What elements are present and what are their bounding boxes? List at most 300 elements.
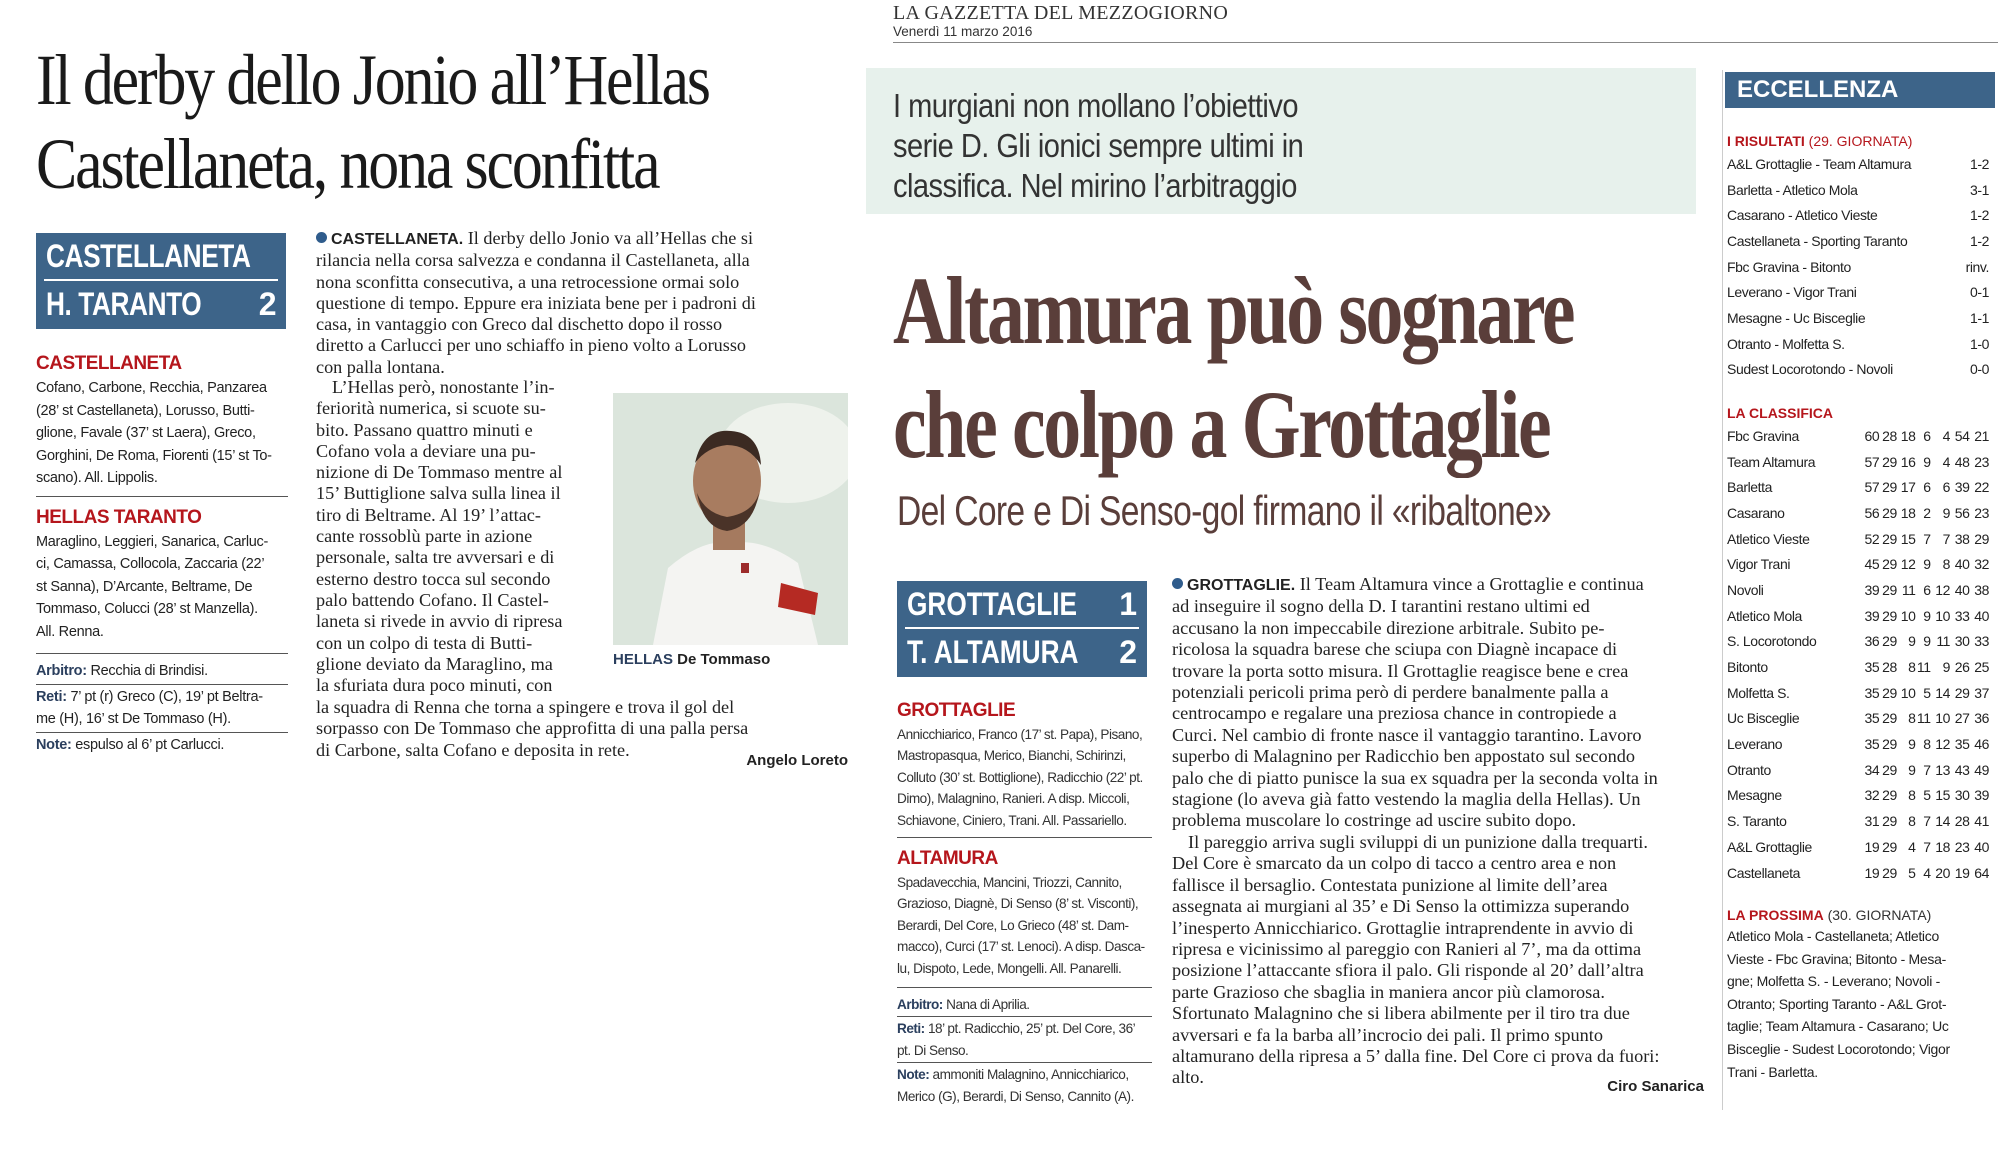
score-goals: 1 — [1119, 585, 1137, 622]
title-line1: Altamura può sognare — [893, 257, 1574, 364]
score-row — [36, 233, 313, 279]
standings-n: 7 — [1923, 530, 1931, 547]
standings-p: 9 — [1942, 659, 1951, 676]
standings-team: Team Altamura — [1727, 453, 1816, 470]
lineup-line: Dimo), Malagnino, Ranieri. A disp. Miccoli, — [897, 791, 1130, 807]
standings-v: 8 — [1908, 813, 1916, 830]
standings-g: 29 — [1882, 504, 1897, 521]
result-row — [1727, 228, 1989, 254]
lineup-line: glione, Favale (37’ st Laera), Greco, — [36, 425, 256, 441]
standings-f: 33 — [1954, 607, 1970, 624]
standings-f: 28 — [1954, 813, 1970, 830]
standings-v: 11 — [1901, 581, 1916, 598]
standings-pt: 57 — [1864, 479, 1880, 496]
result-score: 1-2 — [1969, 232, 1989, 249]
score-row — [36, 281, 286, 327]
standings-v: 17 — [1900, 479, 1916, 496]
text-line: alto. — [1172, 1067, 1204, 1088]
standings-g: 29 — [1882, 838, 1897, 855]
standings-f: 27 — [1954, 710, 1970, 727]
left-scorebox — [36, 233, 313, 329]
text-line: palo battendo Cofano. Il Castel- — [316, 589, 549, 610]
standings-g: 28 — [1882, 659, 1897, 676]
text-line: di Carbone, salta Cofano e deposita in rete. — [316, 739, 630, 760]
standings-pt: 57 — [1864, 453, 1880, 470]
team-heading: HELLAS TARANTO — [36, 506, 202, 528]
right-article-subtitle: Del Core e Di Senso-gol firmano il «ribaltone» — [897, 487, 1552, 534]
result-match: Mesagne - Uc Bisceglie — [1727, 309, 1866, 326]
standings-s: 29 — [1974, 530, 1989, 547]
fixture-line: Otranto; Sporting Taranto - A&L Grot- — [1727, 995, 1947, 1012]
standings-row — [1727, 423, 1989, 449]
standings-s: 39 — [1974, 787, 1989, 804]
standings-n: 9 — [1923, 607, 1931, 624]
goals-value-cont: pt. Di Senso. — [897, 1042, 969, 1058]
lineup-line: Grazioso, Diagnè, Di Senso (8’ st. Visconti), — [897, 896, 1139, 912]
standings-g: 29 — [1882, 556, 1897, 573]
result-score: 3-1 — [1969, 181, 1989, 198]
result-row — [1727, 202, 1989, 228]
standings-v: 5 — [1908, 864, 1916, 881]
text-line: avversari e fa la barba all’incrocio dei pali. Il primo spunto — [1172, 1024, 1603, 1045]
divider — [36, 684, 288, 685]
standings-f: 19 — [1954, 864, 1970, 881]
standings-s: 49 — [1974, 761, 1989, 778]
standings-row — [1727, 603, 1989, 629]
standings-n: 5 — [1923, 787, 1931, 804]
text-line: problema muscolare lo costringe ad uscire subito dopo. — [1172, 810, 1577, 831]
kicker-line: classifica. Nel mirino l’arbitraggio — [893, 167, 1297, 204]
standings-p: 13 — [1935, 761, 1951, 778]
team-heading: GROTTAGLIE — [897, 700, 1016, 721]
result-score: 1-1 — [1969, 309, 1989, 326]
goals-value: 7’ pt (r) Greco (C), 19’ pt Beltra- — [66, 688, 263, 705]
standings-g: 29 — [1882, 684, 1897, 701]
team-heading: CASTELLANETA — [36, 353, 182, 374]
standings-team: Bitonto — [1727, 659, 1768, 676]
newspaper-masthead: LA GAZZETTA DEL MEZZOGIORNO — [893, 2, 1229, 24]
standings-g: 29 — [1882, 813, 1897, 830]
standings-g: 29 — [1882, 453, 1897, 470]
standings-pt: 60 — [1864, 427, 1880, 444]
standings-n: 6 — [1923, 479, 1931, 496]
standings-p: 7 — [1942, 530, 1951, 547]
results-matchday: (29. GIORNATA) — [1804, 133, 1913, 149]
standings-v: 9 — [1908, 761, 1916, 778]
score-team: GROTTAGLIE — [907, 585, 1078, 622]
standings-s: 21 — [1974, 427, 1989, 444]
left-article-title — [36, 38, 715, 206]
text-line: la squadra di Renna che torna a spingere e trova il gol del — [316, 697, 735, 717]
score-goals: 1 — [295, 237, 313, 274]
standings-pt: 19 — [1864, 864, 1880, 881]
result-match: Sudest Locorotondo - Novoli — [1727, 361, 1893, 378]
notes-value: ammoniti Malagnino, Annicchiarico, — [929, 1067, 1129, 1083]
lineup-line: All. Renna. — [36, 623, 104, 640]
standings-team: Castellaneta — [1727, 864, 1801, 881]
standings-g: 29 — [1882, 607, 1897, 624]
notes-label: Note: — [897, 1067, 930, 1083]
text-line: laneta si rivede in avvio di ripresa — [316, 611, 563, 632]
text-line: l’inesperto Annicchiarico. Grottaglie intraprendente in avvio di — [1172, 917, 1634, 938]
standings-s: 33 — [1974, 633, 1989, 650]
score-row — [897, 629, 1147, 675]
result-row — [1727, 305, 1989, 331]
standings-p: 12 — [1935, 736, 1951, 753]
text-line: rilancia nella corsa salvezza e condanna il Castellaneta, alla — [316, 250, 750, 271]
lineup-line: scano). All. Lippolis. — [36, 470, 158, 486]
notes-value-cont: Merico (G), Berardi, Di Senso, Cannito (A). — [897, 1088, 1134, 1104]
dateline: CASTELLANETA. — [331, 231, 464, 248]
text-line: nona sconfitta consecutiva, a una retrocessione ormai solo — [316, 271, 740, 292]
right-article-title — [893, 254, 1573, 482]
standings-s: 41 — [1974, 813, 1989, 830]
standings-team: Uc Bisceglie — [1727, 710, 1800, 727]
standings-table — [1727, 423, 1989, 885]
standings-s: 36 — [1974, 710, 1989, 727]
text-line: potenziali pericoli prima però di perdere banalmente palla a — [1172, 682, 1609, 703]
text-line: casa, in vantaggio con Greco dal dischetto dopo il rosso — [316, 314, 723, 335]
standings-row — [1727, 577, 1989, 603]
next-fixtures — [1727, 925, 1989, 1083]
team-lineup — [36, 377, 288, 490]
text-line: ricolosa la squadra barese che sciupa con Diagnè incapace di — [1172, 639, 1618, 660]
notes-line — [897, 1064, 1152, 1085]
text-line: palo che di piatto punisce la sua ex squadra per la seconda volta in — [1172, 767, 1658, 788]
standings-team: Novoli — [1727, 581, 1764, 598]
fixture-line: gne; Molfetta S. - Leverano; Novoli - — [1727, 973, 1941, 990]
referee-line — [897, 994, 1152, 1015]
standings-f: 43 — [1954, 761, 1970, 778]
score-goals: 2 — [1119, 633, 1137, 670]
goals-label: Reti: — [897, 1021, 925, 1037]
text-line: altamurano della ripresa a 5’ dalla fine. Del Core ci prova da fuori: — [1172, 1045, 1660, 1066]
divider — [36, 496, 288, 497]
goals-value-cont: me (H), 16’ st De Tommaso (H). — [36, 711, 231, 727]
match-info — [897, 994, 1152, 1107]
standings-team: Otranto — [1727, 761, 1771, 778]
text-line: cante rossoblù parte in azione — [316, 526, 533, 547]
standings-team: Barletta — [1727, 479, 1773, 496]
standings-p: 10 — [1935, 607, 1951, 624]
standings-v: 10 — [1900, 684, 1916, 701]
text-line: trovare la porta sotto misura. Il Grottaglie reagisce bene e crea — [1172, 660, 1629, 681]
text-line: glione deviato da Maraglino, ma — [316, 653, 553, 674]
result-score: 1-0 — [1969, 335, 1989, 352]
text-line: fallisce il bersaglio. Contestata punizione al limite dell’area — [1172, 874, 1608, 895]
standings-f: 38 — [1954, 530, 1970, 547]
lineup-line: Cofano, Carbone, Recchia, Panzarea — [36, 380, 267, 396]
left-title-line2: Castellaneta, nona sconfitta — [36, 124, 659, 204]
result-row — [1727, 357, 1989, 383]
text-line: questione di tempo. Eppure era iniziata bene per i padroni di — [316, 292, 756, 313]
text-line: la sfuriata dura poco minuti, con — [316, 675, 553, 696]
next-label: LA PROSSIMA — [1727, 907, 1824, 923]
result-match: Leverano - Vigor Trani — [1727, 284, 1857, 301]
lineup-line: ci, Camassa, Collocola, Zaccaria (22’ — [36, 556, 265, 572]
standings-row — [1727, 834, 1989, 860]
team-lineup — [897, 724, 1152, 831]
standings-n: 5 — [1923, 684, 1931, 701]
photo-caption — [613, 651, 848, 668]
text-line: ripresa e vicinissimo al pareggio con Ranieri al 7’, ma da ottima — [1172, 938, 1642, 959]
standings-n: 11 — [1916, 710, 1931, 727]
sidebar-standings — [1727, 405, 1989, 885]
result-row — [1727, 254, 1989, 280]
fixture-line: Trani - Barletta. — [1727, 1063, 1818, 1080]
lineup-line: Berardi, Del Core, Lo Grieco (48’ st. Dam- — [897, 917, 1129, 933]
next-matchday: (30. GIORNATA) — [1823, 907, 1932, 923]
goals-label: Reti: — [36, 688, 67, 705]
team-heading: ALTAMURA — [897, 848, 998, 870]
text-line: personale, salta tre avversari e di — [316, 547, 555, 568]
text-line: feriorità numerica, si scuote su- — [316, 398, 546, 419]
standings-s: 32 — [1974, 556, 1989, 573]
right-article-body — [1172, 574, 1704, 1089]
standings-row — [1727, 474, 1989, 500]
score-team: T. ALTAMURA — [907, 633, 1079, 670]
standings-v: 9 — [1908, 633, 1916, 650]
standings-s: 64 — [1974, 864, 1989, 881]
standings-v: 12 — [1900, 556, 1916, 573]
standings-n: 7 — [1923, 838, 1931, 855]
text-line: 15’ Buttiglione salva sulla linea il — [316, 483, 561, 504]
standings-row — [1727, 731, 1989, 757]
standings-g: 29 — [1882, 736, 1897, 753]
result-match: Barletta - Atletico Mola — [1727, 181, 1858, 198]
article-kicker — [893, 86, 1386, 206]
standings-v: 4 — [1908, 838, 1916, 855]
kicker-line: I murgiani non mollano l’obiettivo — [893, 87, 1298, 124]
standings-s: 23 — [1974, 504, 1989, 521]
standings-pt: 39 — [1864, 607, 1880, 624]
standings-team: Vigor Trani — [1727, 556, 1791, 573]
results-heading — [1727, 133, 1989, 149]
text-line: ad inseguire il sogno della D. I tarantini restano ultimi ed — [1172, 596, 1590, 617]
standings-f: 23 — [1954, 838, 1970, 855]
standings-g: 29 — [1882, 787, 1897, 804]
standings-team: A&L Grottaglie — [1727, 838, 1812, 855]
result-score: 0-0 — [1969, 361, 1989, 378]
standings-v: 8 — [1908, 710, 1916, 727]
fixture-line: taglie; Team Altamura - Casarano; Uc — [1727, 1018, 1949, 1035]
standings-n: 11 — [1916, 659, 1931, 676]
standings-pt: 52 — [1864, 530, 1880, 547]
text-line: Cofano vola a deviare una pu- — [316, 440, 536, 461]
sidebar-header: ECCELLENZA — [1725, 72, 1995, 108]
standings-row — [1727, 808, 1989, 834]
result-row — [1727, 279, 1989, 305]
divider — [897, 837, 1152, 838]
standings-v: 15 — [1900, 530, 1916, 547]
masthead-divider — [893, 42, 1998, 43]
text-line: Del Core è smarcato da un colpo di tacco a centro area e non — [1172, 853, 1617, 874]
standings-p: 12 — [1935, 581, 1951, 598]
divider — [897, 1016, 1152, 1017]
standings-n: 6 — [1923, 581, 1931, 598]
standings-v: 8 — [1908, 787, 1916, 804]
caption-team: HELLAS — [613, 651, 673, 668]
standings-team: Fbc Gravina — [1727, 427, 1799, 444]
standings-p: 4 — [1942, 427, 1951, 444]
bullet-dot-icon — [316, 232, 327, 243]
standings-f: 40 — [1954, 581, 1970, 598]
standings-row — [1727, 654, 1989, 680]
left-article-body-col — [316, 377, 588, 696]
title-line2: che colpo a Grottaglie — [893, 371, 1550, 478]
text-line: sorpasso con De Tommaso che approfitta di una palla persa — [316, 718, 749, 739]
standings-s: 37 — [1974, 684, 1989, 701]
standings-p: 6 — [1942, 479, 1951, 496]
standings-g: 29 — [1882, 633, 1897, 650]
score-team: H. TARANTO — [46, 285, 202, 322]
text-line: nizione di De Tommaso mentre al — [316, 462, 563, 483]
standings-pt: 35 — [1864, 684, 1880, 701]
lineup-line: macco), Curci (17’ st. Lenoci). A disp. Dasca- — [897, 939, 1145, 955]
standings-g: 29 — [1882, 530, 1897, 547]
standings-pt: 35 — [1864, 659, 1880, 676]
standings-p: 11 — [1936, 633, 1951, 650]
next-heading — [1727, 907, 1989, 923]
text-line: superbo di Malagnino per Radicchio ben appostato sul secondo — [1172, 746, 1636, 767]
caption-name: De Tommaso — [673, 651, 771, 668]
fixture-line: Vieste - Fbc Gravina; Bitonto - Mesa- — [1727, 950, 1946, 967]
lineup-line: Gorghini, De Roma, Fiorenti (15’ st To- — [36, 447, 272, 464]
score-goals: 2 — [258, 285, 276, 322]
standings-p: 10 — [1935, 710, 1951, 727]
text-line: Curci. Nel cambio di fronte nasce il vantaggio tarantino. Lavoro — [1172, 724, 1642, 745]
results-list — [1727, 151, 1989, 382]
standings-n: 7 — [1923, 813, 1931, 830]
left-byline: Angelo Loreto — [746, 752, 848, 769]
standings-f: 29 — [1954, 684, 1970, 701]
standings-pt: 45 — [1864, 556, 1880, 573]
lineup-line: lu, Dispoto, Lede, Mongelli. All. Panarelli. — [897, 960, 1122, 976]
text-line: centrocampo e regalare una preziosa chance in contropiede a — [1172, 703, 1617, 724]
standings-p: 15 — [1935, 787, 1951, 804]
text-line: Il Team Altamura vince a Grottaglie e continua — [1295, 574, 1644, 594]
standings-f: 54 — [1954, 427, 1970, 444]
standings-f: 39 — [1954, 479, 1970, 496]
standings-g: 29 — [1882, 761, 1897, 778]
lineup-line: Mastropasqua, Merico, Bianchi, Schirinzi, — [897, 748, 1126, 764]
lineup-line: Colluto (30’ st. Bottiglione), Radicchio (22’ pt. — [897, 769, 1143, 785]
referee-label: Arbitro: — [897, 997, 943, 1013]
standings-row — [1727, 629, 1989, 655]
standings-row — [1727, 551, 1989, 577]
standings-row — [1727, 783, 1989, 809]
right-byline: Ciro Sanarica — [1607, 1078, 1704, 1095]
goals-line — [897, 1018, 1152, 1039]
standings-row — [1727, 500, 1989, 526]
standings-row — [1727, 680, 1989, 706]
standings-f: 48 — [1954, 453, 1970, 470]
notes-label: Note: — [36, 736, 72, 753]
divider — [897, 987, 1152, 988]
results-label: I RISULTATI — [1727, 133, 1805, 149]
standings-team: Casarano — [1727, 504, 1785, 521]
standings-row — [1727, 449, 1989, 475]
lineup-line: (28’ st Castellaneta), Lorusso, Butti- — [36, 402, 255, 419]
standings-p: 8 — [1942, 556, 1951, 573]
standings-team: Molfetta S. — [1727, 684, 1790, 701]
bullet-dot-icon — [1172, 578, 1183, 589]
result-score: rinv. — [1965, 258, 1989, 275]
lineup-line: Tommaso, Colucci (28’ st Manzella). — [36, 601, 258, 617]
standings-n: 9 — [1923, 633, 1931, 650]
result-row — [1727, 177, 1989, 203]
paragraph-first-line — [1172, 574, 1704, 596]
standings-v: 16 — [1900, 453, 1916, 470]
text-line: assegnata ai murgiani al 35’ e Di Senso la ottimizza superando — [1172, 896, 1630, 917]
standings-s: 40 — [1974, 838, 1989, 855]
left-title-line1: Il derby dello Jonio all’Hellas — [36, 40, 709, 120]
standings-f: 56 — [1954, 504, 1970, 521]
result-match: Fbc Gravina - Bitonto — [1727, 258, 1851, 275]
referee-line — [36, 660, 288, 683]
standings-row — [1727, 706, 1989, 732]
result-score: 1-2 — [1969, 155, 1989, 172]
divider — [36, 732, 288, 733]
standings-f: 40 — [1954, 556, 1970, 573]
notes-value: espulso al 6’ pt Carlucci. — [71, 736, 225, 753]
standings-p: 9 — [1942, 504, 1951, 521]
lineup-line: st Sanna), D’Arcante, Beltrame, De — [36, 578, 253, 595]
standings-n: 4 — [1923, 864, 1931, 881]
standings-p: 20 — [1935, 864, 1951, 881]
result-row — [1727, 151, 1989, 177]
standings-pt: 31 — [1864, 813, 1880, 830]
standings-team: Mesagne — [1727, 787, 1782, 804]
standings-team: S. Taranto — [1727, 813, 1787, 830]
standings-team: Leverano — [1727, 736, 1783, 753]
text-line: stagione (lo aveva già fatto vestendo la maglia della Hellas). Un — [1172, 789, 1641, 810]
team-lineup — [36, 531, 288, 644]
standings-pt: 34 — [1864, 761, 1880, 778]
goals-value: 18’ pt. Radicchio, 25’ pt. Del Core, 36’ — [924, 1021, 1136, 1037]
player-photo — [613, 393, 848, 645]
standings-row — [1727, 757, 1989, 783]
standings-g: 29 — [1882, 479, 1897, 496]
lineup-line: Maraglino, Leggieri, Sanarica, Carluc- — [36, 533, 268, 550]
standings-p: 14 — [1935, 813, 1951, 830]
sidebar-divider — [1722, 70, 1723, 1110]
text-line: diretto a Carlucci per uno schiaffo in pieno volto a Lorusso — [316, 335, 746, 356]
standings-pt: 35 — [1864, 736, 1880, 753]
lineup-line: Spadavecchia, Mancini, Triozzi, Cannito, — [897, 875, 1122, 891]
lineup-line: Schiavone, Ciniero, Trani. All. Passariello. — [897, 812, 1127, 828]
divider — [897, 1062, 1152, 1063]
standings-n: 6 — [1923, 427, 1931, 444]
standings-s: 38 — [1974, 581, 1989, 598]
standings-pt: 19 — [1864, 838, 1880, 855]
text-line: parte Grazioso che sbaglia in maniera ancor più clamorosa. — [1172, 981, 1605, 1002]
standings-team: S. Locorotondo — [1727, 633, 1817, 650]
standings-n: 9 — [1923, 453, 1931, 470]
result-score: 0-1 — [1969, 284, 1989, 301]
kicker-line: serie D. Gli ionici sempre ultimi in — [893, 127, 1304, 164]
team-lineup — [897, 872, 1152, 979]
text-line: bito. Passano quattro minuti e — [316, 419, 533, 440]
standings-pt: 32 — [1864, 787, 1880, 804]
right-lineups — [897, 700, 1152, 1107]
divider — [36, 653, 288, 654]
standings-row — [1727, 860, 1989, 886]
standings-p: 18 — [1935, 838, 1951, 855]
sidebar-next — [1727, 907, 1989, 1083]
text-line: posizione l’attaccante sfiora il palo. Gli risponde al 20’ dall’altra — [1172, 960, 1644, 981]
standings-v: 8 — [1908, 659, 1916, 676]
